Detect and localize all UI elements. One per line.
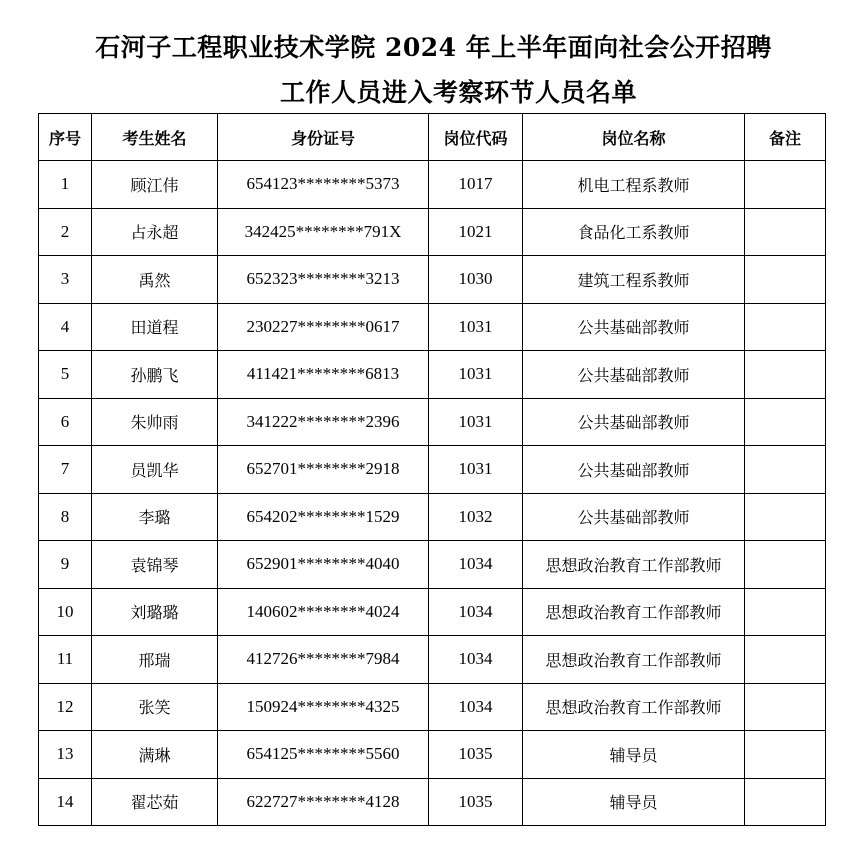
table-row	[39, 398, 826, 446]
table-row	[39, 446, 826, 494]
cell-id-number: 654125********5560	[218, 731, 429, 779]
cell-position-name: 思想政治教育工作部教师	[523, 541, 745, 589]
cell-position-name: 公共基础部教师	[523, 351, 745, 399]
cell-position-name: 思想政治教育工作部教师	[523, 636, 745, 684]
cell-index: 14	[39, 778, 92, 826]
cell-remarks	[745, 208, 826, 256]
cell-name: 张笑	[92, 683, 218, 731]
cell-position-code: 1034	[429, 636, 523, 684]
cell-position-name: 辅导员	[523, 778, 745, 826]
header-index: 序号	[39, 114, 92, 161]
cell-position-name: 公共基础部教师	[523, 446, 745, 494]
table-row	[39, 161, 826, 209]
table-row	[39, 208, 826, 256]
cell-position-code: 1034	[429, 588, 523, 636]
cell-position-name: 辅导员	[523, 731, 745, 779]
cell-name: 占永超	[92, 208, 218, 256]
table-row	[39, 256, 826, 304]
cell-name: 田道程	[92, 303, 218, 351]
cell-id-number: 412726********7984	[218, 636, 429, 684]
cell-name: 满琳	[92, 731, 218, 779]
cell-index: 1	[39, 161, 92, 209]
cell-position-code: 1021	[429, 208, 523, 256]
cell-position-name: 思想政治教育工作部教师	[523, 683, 745, 731]
candidate-table	[38, 113, 826, 826]
cell-id-number: 150924********4325	[218, 683, 429, 731]
cell-id-number: 140602********4024	[218, 588, 429, 636]
cell-remarks	[745, 588, 826, 636]
cell-remarks	[745, 398, 826, 446]
document-title-line2: 工作人员进入考察环节人员名单	[279, 78, 637, 107]
table-row	[39, 541, 826, 589]
cell-position-code: 1034	[429, 541, 523, 589]
table-row	[39, 683, 826, 731]
cell-position-code: 1031	[429, 398, 523, 446]
cell-remarks	[745, 636, 826, 684]
cell-name: 朱帅雨	[92, 398, 218, 446]
cell-id-number: 341222********2396	[218, 398, 429, 446]
document-title-line1: 石河子工程职业技术学院 2024 年上半年面向社会公开招聘	[95, 33, 772, 62]
cell-id-number: 411421********6813	[218, 351, 429, 399]
cell-id-number: 342425********791X	[218, 208, 429, 256]
cell-name: 员凯华	[92, 446, 218, 494]
cell-position-code: 1030	[429, 256, 523, 304]
cell-position-code: 1032	[429, 493, 523, 541]
cell-name: 禹然	[92, 256, 218, 304]
cell-name: 翟芯茹	[92, 778, 218, 826]
cell-remarks	[745, 541, 826, 589]
cell-remarks	[745, 731, 826, 779]
cell-name: 邢瑞	[92, 636, 218, 684]
table-row	[39, 778, 826, 826]
header-id-number: 身份证号	[218, 114, 429, 161]
cell-remarks	[745, 683, 826, 731]
cell-name: 袁锦琴	[92, 541, 218, 589]
table-row	[39, 588, 826, 636]
cell-position-name: 建筑工程系教师	[523, 256, 745, 304]
cell-id-number: 652701********2918	[218, 446, 429, 494]
header-remarks: 备注	[745, 114, 826, 161]
cell-position-name: 公共基础部教师	[523, 303, 745, 351]
cell-id-number: 622727********4128	[218, 778, 429, 826]
cell-index: 4	[39, 303, 92, 351]
cell-id-number: 652323********3213	[218, 256, 429, 304]
cell-remarks	[745, 351, 826, 399]
cell-remarks	[745, 493, 826, 541]
table-row	[39, 351, 826, 399]
table-row	[39, 731, 826, 779]
header-position-name: 岗位名称	[523, 114, 745, 161]
cell-index: 6	[39, 398, 92, 446]
header-position-code: 岗位代码	[429, 114, 523, 161]
cell-position-code: 1031	[429, 351, 523, 399]
cell-index: 5	[39, 351, 92, 399]
table-header-row	[39, 114, 826, 161]
cell-id-number: 654123********5373	[218, 161, 429, 209]
cell-index: 12	[39, 683, 92, 731]
cell-index: 9	[39, 541, 92, 589]
cell-position-code: 1035	[429, 731, 523, 779]
cell-index: 8	[39, 493, 92, 541]
cell-position-name: 机电工程系教师	[523, 161, 745, 209]
cell-index: 2	[39, 208, 92, 256]
cell-remarks	[745, 303, 826, 351]
cell-index: 11	[39, 636, 92, 684]
cell-position-name: 食品化工系教师	[523, 208, 745, 256]
cell-id-number: 652901********4040	[218, 541, 429, 589]
cell-index: 10	[39, 588, 92, 636]
cell-remarks	[745, 256, 826, 304]
cell-id-number: 654202********1529	[218, 493, 429, 541]
cell-id-number: 230227********0617	[218, 303, 429, 351]
cell-name: 孙鹏飞	[92, 351, 218, 399]
cell-position-name: 公共基础部教师	[523, 493, 745, 541]
cell-position-name: 公共基础部教师	[523, 398, 745, 446]
cell-name: 刘璐璐	[92, 588, 218, 636]
cell-index: 13	[39, 731, 92, 779]
table-row	[39, 303, 826, 351]
cell-name: 顾江伟	[92, 161, 218, 209]
cell-position-code: 1031	[429, 446, 523, 494]
table-row	[39, 493, 826, 541]
cell-remarks	[745, 446, 826, 494]
header-name: 考生姓名	[92, 114, 218, 161]
cell-position-code: 1035	[429, 778, 523, 826]
cell-index: 7	[39, 446, 92, 494]
cell-name: 李璐	[92, 493, 218, 541]
table-row	[39, 636, 826, 684]
cell-position-code: 1034	[429, 683, 523, 731]
cell-position-code: 1017	[429, 161, 523, 209]
cell-remarks	[745, 778, 826, 826]
cell-index: 3	[39, 256, 92, 304]
cell-remarks	[745, 161, 826, 209]
cell-position-code: 1031	[429, 303, 523, 351]
cell-position-name: 思想政治教育工作部教师	[523, 588, 745, 636]
